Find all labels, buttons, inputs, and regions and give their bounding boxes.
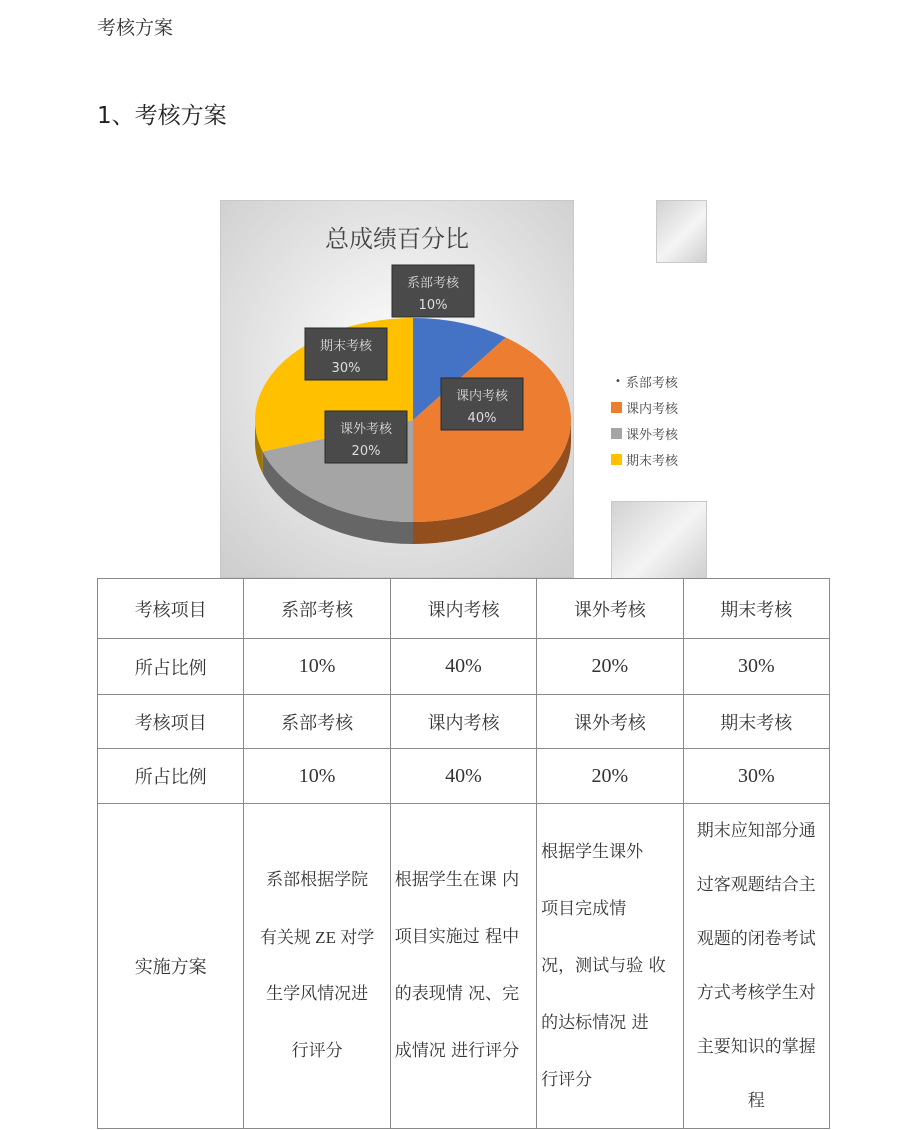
plan-cell-kenei [390, 804, 536, 1129]
plan-text [684, 804, 829, 1128]
plan-line: 过客观题结合主 [696, 875, 816, 895]
legend-swatch [611, 428, 622, 439]
legend-item-kewai [611, 420, 678, 446]
table-row [98, 695, 830, 749]
table-cell: 课内考核 [390, 579, 536, 639]
plan-label-cell: 实施方案 [98, 804, 244, 1129]
table-cell: 40% [390, 749, 536, 804]
plan-text [391, 852, 536, 1080]
legend-item-xibu [611, 368, 678, 394]
pie-chart [220, 200, 706, 578]
pie-data-label-name: 期末考核 [319, 339, 373, 354]
table-row [98, 749, 830, 804]
plan-line: 期末应知部分通 [696, 821, 816, 841]
plan-line: 有关规 ZE 对学 [259, 928, 375, 947]
table-cell: 所占比例 [98, 639, 244, 695]
plan-line: 程 [747, 1091, 765, 1111]
plan-line: 行评分 [541, 1069, 593, 1090]
assessment-table [97, 578, 830, 1129]
table-cell: 10% [244, 749, 390, 804]
legend-item-kenei [611, 394, 678, 420]
plan-line: 成情况 进行评分 [394, 1041, 520, 1061]
pie-data-label-name: 课外考核 [339, 422, 393, 437]
legend-label: 期末考核 [626, 453, 679, 469]
plan-text [537, 824, 682, 1109]
legend-label: 课内考核 [626, 401, 679, 417]
plan-line: 根据学生在课 内 [394, 870, 520, 890]
table-cell: 期末考核 [683, 579, 829, 639]
pie-chart-svg [220, 200, 574, 578]
table-cell: 课外考核 [537, 579, 683, 639]
plan-line: 主要知识的掌握 [696, 1037, 816, 1057]
table-cell: 30% [683, 639, 829, 695]
chart-legend [611, 368, 678, 472]
table-cell: 20% [537, 639, 683, 695]
table-cell: 考核项目 [98, 695, 244, 749]
plan-line: 观题的闭卷考试 [696, 929, 816, 949]
pie-data-label-value: 30% [331, 361, 361, 376]
plan-text [244, 852, 389, 1080]
plan-line: 系部根据学院 [266, 870, 369, 890]
plan-line: 方式考核学生对 [696, 983, 816, 1003]
table-cell: 期末考核 [683, 695, 829, 749]
decorative-tile-bottom [611, 501, 707, 579]
table-cell: 系部考核 [244, 579, 390, 639]
plan-line: 的表现情 况、完 [394, 984, 520, 1004]
table-cell: 所占比例 [98, 749, 244, 804]
plan-line: 项目实施过 程中 [394, 927, 520, 947]
chart-title: 总成绩百分比 [325, 225, 469, 253]
section-title: 1、考核方案 [97, 103, 227, 129]
plan-cell-kewai [537, 804, 683, 1129]
legend-swatch [611, 402, 622, 413]
table-cell: 30% [683, 749, 829, 804]
legend-label: 系部考核 [625, 375, 678, 391]
page-header-title: 考核方案 [97, 17, 174, 39]
plan-cell-qimo [683, 804, 829, 1129]
pie-data-label [441, 378, 523, 430]
table-row [98, 639, 830, 695]
pie-data-label [325, 411, 407, 463]
plan-line: 况，测试与验 收 [541, 955, 666, 976]
plan-line: 根据学生课外 [541, 841, 644, 862]
table-cell: 40% [390, 639, 536, 695]
plan-line: 生学风情况进 [266, 984, 369, 1004]
pie-data-label [392, 265, 474, 317]
table-cell: 10% [244, 639, 390, 695]
pie-data-label-name: 课内考核 [455, 389, 509, 404]
pie-data-label [305, 328, 387, 380]
plan-line: 行评分 [291, 1041, 343, 1061]
legend-swatch [611, 454, 622, 465]
pie-data-label-value: 10% [418, 298, 448, 313]
pie-data-label-value: 20% [351, 444, 381, 459]
table-cell: 课内考核 [390, 695, 536, 749]
legend-dot-icon: • [615, 375, 621, 387]
legend-label: 课外考核 [626, 427, 679, 443]
plan-line: 项目完成情 [541, 898, 627, 919]
legend-item-qimo [611, 446, 678, 472]
table-row [98, 579, 830, 639]
table-cell: 课外考核 [537, 695, 683, 749]
table-cell: 20% [537, 749, 683, 804]
plan-cell-xibu [244, 804, 390, 1129]
table-cell: 系部考核 [244, 695, 390, 749]
pie-data-label-value: 40% [467, 411, 497, 426]
pie-data-label-name: 系部考核 [406, 276, 460, 291]
table-row-plan [98, 804, 830, 1129]
table-cell: 考核项目 [98, 579, 244, 639]
plan-line: 的达标情况 进 [541, 1012, 649, 1033]
decorative-tile-top [656, 200, 707, 263]
